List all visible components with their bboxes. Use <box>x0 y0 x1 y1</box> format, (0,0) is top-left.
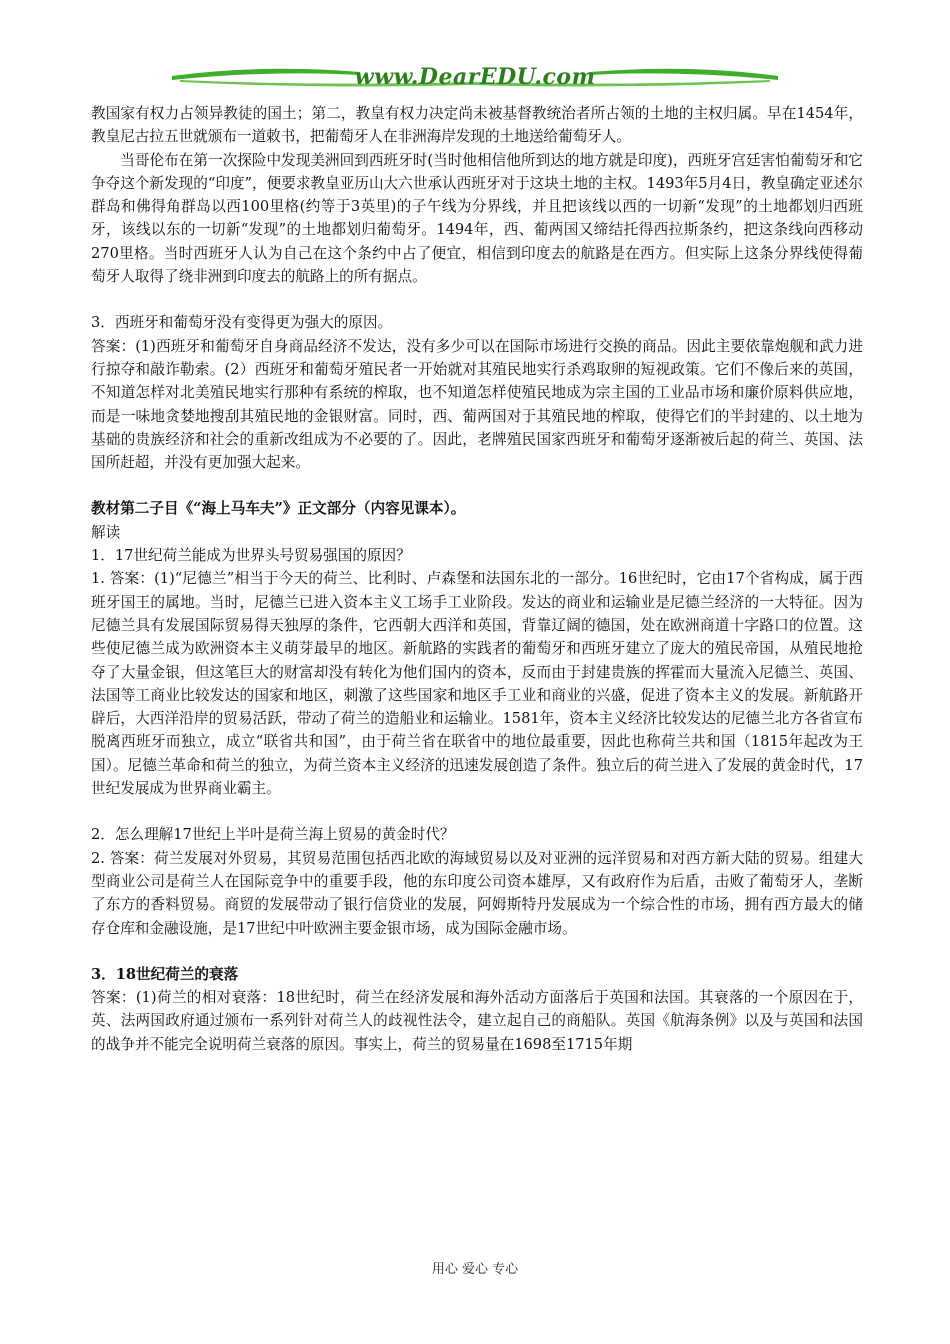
answer-2-paragraph: 2. 答案：荷兰发展对外贸易，其贸易范围包括西北欧的海域贸易以及对亚洲的远洋贸易和对西方新大陆的贸易。组建大型商业公司是荷兰人在国际竞争中的重要手段，他的东印度公司资本雄厚，又有政府作为后盾，击败了葡萄牙人，垄断了东方的香料贸易。商贸的发展带动了银行信贷业的发展，阿姆斯特丹发展成为一个综合性的市场，拥有西方最大的储存仓库和金融设施，是17世纪中叶欧洲主要金银市场，成为国际金融市场。 <box>91 849 863 937</box>
section-heading-sea-coachman: 教材第二子目《“海上马车夫”》正文部分（内容见课本）。 <box>91 500 466 518</box>
question-3-heading: 3．西班牙和葡萄牙没有变得更为强大的原因。 <box>91 314 393 332</box>
site-url: www.DearEDU.com <box>354 64 596 90</box>
document-body <box>91 102 863 1056</box>
paragraph-papal-authority: 教国家有权力占领异教徒的国土；第二，教皇有权力决定尚未被基督教统治者所占领的土地的主权归属。早在1454年，教皇尼古拉五世就颁布一道敕书，把葡萄牙人在非洲海岸发现的土地送给葡萄牙人。 <box>91 105 863 146</box>
spacer <box>91 940 863 963</box>
spacer <box>91 288 863 311</box>
answer-decline-paragraph: 答案：(1)荷兰的相对衰落：18世纪时，荷兰在经济发展和海外活动方面落后于英国和法国。其衰落的一个原因在于，英、法两国政府通过颁布一系列针对荷兰人的歧视性法令，建立起自己的商船队。英国《航海条例》以及与英国和法国的战争并不能完全说明荷兰衰落的原因。事实上，荷兰的贸易量在1698至1715年期 <box>91 989 863 1053</box>
page-footer: 用心 爱心 专心 <box>431 1262 519 1277</box>
question-3-decline-heading: 3．18世纪荷兰的衰落 <box>91 965 239 983</box>
spacer <box>91 474 863 497</box>
answer-1-paragraph: 1. 答案：(1)“尼德兰”相当于今天的荷兰、比利时、卢森堡和法国东北的一部分。16世纪时，它由17个省构成，属于西班牙国王的属地。当时，尼德兰已进入资本主义工场手工业阶段。发达的商业和运输业是尼德兰经济的一大特征。因为尼德兰具有发展国际贸易得天独厚的条件，它西朝大西洋和英国，背靠辽阔的德国，处在欧洲商道十字路口的位置。这些使尼德兰成为欧洲资本主义萌芽最早的地区。新航路的实践者的葡萄牙和西班牙建立了庞大的殖民帝国，从殖民地抢夺了大量金银，但这笔巨大的财富却没有转化为他们国内的资本，反而由于封建贵族的挥霍而大量流入尼德兰、英国、法国等工商业比较发达的国家和地区，刺激了这些国家和地区手工业和商业的兴盛，促进了资本主义的发展。新航路开辟后，大西洋沿岸的贸易活跃，带动了荷兰的造船业和运输业。1581年，资本主义经济比较发达的尼德兰北方各省宣布脱离西班牙而独立，成立“联省共和国”，由于荷兰省在联省中的地位最重要，因此也称荷兰共和国（1815年起改为王国）。尼德兰革命和荷兰的独立，为荷兰资本主义经济的迅速发展创造了条件。独立后的荷兰进入了发展的黄金时代，17世纪发展成为世界商业霸主。 <box>91 570 863 798</box>
spacer <box>91 800 863 823</box>
question-1-heading: 1．17世纪荷兰能成为世界头号贸易强国的原因？ <box>91 547 411 565</box>
site-header-banner <box>170 62 780 96</box>
question-2-heading: 2．怎么理解17世纪上半叶是荷兰海上贸易的黄金时代？ <box>91 826 455 844</box>
paragraph-columbus-demarcation: 当哥伦布在第一次探险中发现美洲回到西班牙时(当时他相信他所到达的地方就是印度)，西班牙宫廷害怕葡萄牙和它争夺这个新发现的“印度”，便要求教皇亚历山大六世承认西班牙对于这块土地的主权。1493年5月4日，教皇确定亚述尔群岛和佛得角群岛以西100里格(约等于3英里)的子午线为分界线，并且把该线以西的一切新“发现”的土地都划归西班牙，该线以东的一切新“发现”的土地都划归葡萄牙。1494年，西、葡两国又缔结托得西拉斯条约，把这条线向西移动270里格。当时西班牙人认为自己在这个条约中占了便宜，相信到印度去的航路是在西方。但实际上这条分界线使得葡萄牙人取得了绕非洲到印度去的航路上的所有据点。 <box>91 151 863 286</box>
interpretation-label: 解读 <box>91 523 121 541</box>
answer-3-paragraph: 答案：(1)西班牙和葡萄牙自身商品经济不发达，没有多少可以在国际市场进行交换的商品。因此主要依靠炮舰和武力进行掠夺和敲诈勒索。(2）西班牙和葡萄牙殖民者一开始就对其殖民地实行杀鸡取卵的短视政策。它们不像后来的英国，不知道怎样对北美殖民地实行那种有系统的榨取，也不知道怎样使殖民地成为宗主国的工业品市场和廉价原料供应地，而是一味地贪婪地搜刮其殖民地的金银财富。同时，西、葡两国对于其殖民地的榨取，使得它们的半封建的、以土地为基础的贵族经济和社会的重新改组成为不必要的了。因此，老牌殖民国家西班牙和葡萄牙逐渐被后起的荷兰、英国、法国所赶超，并没有更加强大起来。 <box>91 337 863 472</box>
